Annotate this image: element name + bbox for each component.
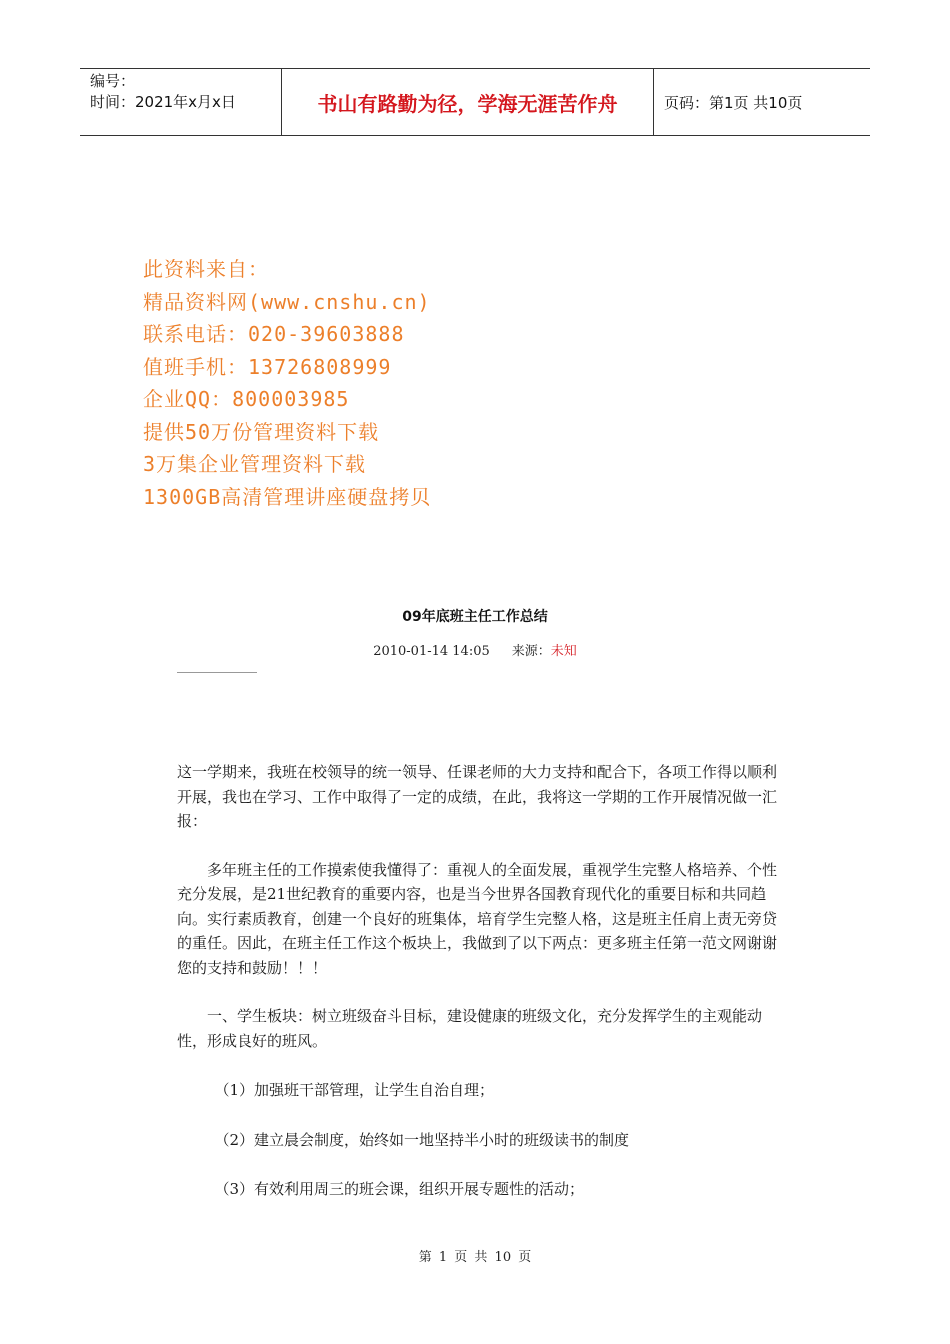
header-table — [80, 68, 870, 136]
promo-line: 提供50万份管理资料下载 — [143, 419, 380, 444]
time-label: 时间：2021年x月x日 — [90, 93, 236, 111]
article-meta — [0, 640, 950, 659]
promo-line: 值班手机：13726808999 — [143, 354, 392, 379]
promo-line: 3万集企业管理资料下载 — [143, 452, 367, 476]
header-page-info: 页码：第1页 共10页 — [664, 93, 803, 112]
divider — [177, 672, 257, 673]
promo-line[interactable]: 精品资料网(www.cnshu.cn) — [143, 289, 431, 314]
header-info-cell — [80, 69, 282, 135]
list-item: （2）建立晨会制度，始终如一地坚持半小时的班级读书的制度 — [214, 1130, 630, 1149]
paragraph: 这一学期来，我班在校领导的统一领导、任课老师的大力支持和配合下，各项工作得以顺利开展，我也在学习、工作中取得了一定的成绩，在此，我将这一学期的工作开展情况做一汇报： — [177, 763, 778, 830]
promo-line: 企业QQ：800003985 — [143, 387, 350, 411]
paragraph: 一、学生板块：树立班级奋斗目标，建设健康的班级文化，充分发挥学生的主观能动性，形成良好的班风。 — [177, 1007, 763, 1050]
promo-block — [143, 253, 431, 513]
promo-line: 联系电话：020-39603888 — [143, 322, 405, 346]
paragraph: 多年班主任的工作摸索使我懂得了：重视人的全面发展，重视学生完整人格培养、个性充分发展，是21世纪教育的重要内容，也是当今世界各国教育现代化的重要目标和共同趋向。实行素质教育，创建一个良好的班集体，培育学生完整人格，这是班主任肩上责无旁贷的重任。因此，在班主任工作这个板块上，我做到了以下两点：更多班主任第一范文网谢谢您的支持和鼓励！！！ — [177, 860, 778, 977]
header-motto: 书山有路勤为径，学海无涯苦作舟 — [282, 69, 654, 135]
source-label: 来源： — [511, 644, 551, 659]
page-footer: 第 1 页 共 10 页 — [418, 1250, 532, 1265]
number-label: 编号： — [90, 72, 136, 90]
article-body — [177, 760, 777, 1202]
promo-line: 1300GB高清管理讲座硬盘拷贝 — [143, 484, 432, 509]
source-value[interactable]: 未知 — [550, 644, 577, 659]
list-item: （3）有效利用周三的班会课，组织开展专题性的活动； — [214, 1180, 585, 1198]
article-datetime: 2010-01-14 14:05 — [373, 644, 490, 659]
list-item: （1）加强班干部管理，让学生自治自理； — [214, 1081, 495, 1099]
promo-line: 此资料来自： — [143, 257, 269, 281]
article-title: 09年底班主任工作总结 — [402, 609, 548, 625]
